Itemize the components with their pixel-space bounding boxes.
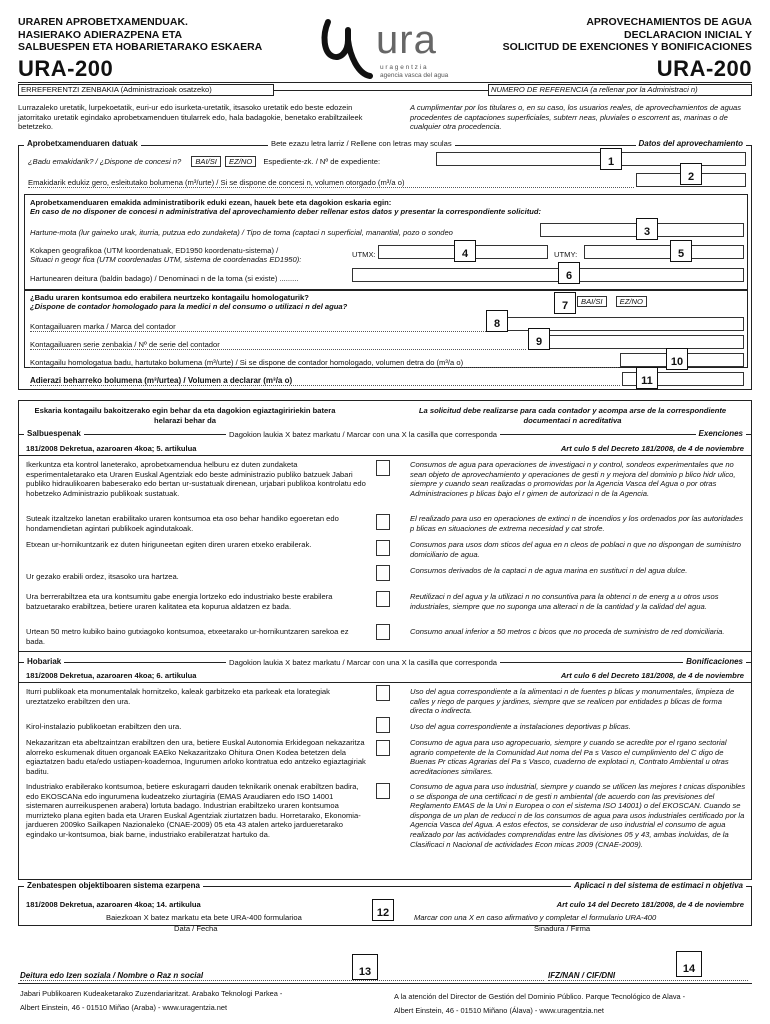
field-marker: 7: [554, 292, 576, 314]
exemption-text-eu: Urtean 50 metro kubiko baino gutxiagoko kontsumoa, etxeetarako ur-hornikuntzaren sarekoa ez bada.: [26, 627, 349, 646]
concession-no[interactable]: EZ/NO: [225, 156, 256, 167]
header-right: [452, 16, 752, 54]
form-code-right: URA-200: [656, 56, 752, 81]
estimation-note-es: Marcar con una X en caso afirmativo y completar el formulario URA-400: [414, 913, 657, 922]
exemption-text-es: Consumos de agua para operaciones de investigaci n y control, sondeos experimentales que no sean objeto de aprovechamiento y operaciones de gesti n y mejora del dominio p blico hidr ulico, siempre y cuando sean realizadas o promovidas por la Agencia Vasca del Agua o por otras Administraciones p blicas bajo el r gimen de autorizaci n de la Agencia.: [410, 460, 736, 498]
estimation-decree-es: Art culo 14 del Decreto 181/2008, de 4 de noviembre: [556, 900, 744, 909]
exemption-text-es: Consumos para usos dom sticos del agua en n cleos de poblaci n que no dispongan de suministro domiciliario de agua.: [410, 540, 741, 559]
exemptions-mark-note: Dagokion laukia X batez markatu / Marcar con una X la casilla que corresponda: [226, 430, 500, 439]
section-title-eu: Aprobetxamenduaren datuak: [24, 139, 141, 148]
header-left-line: URAREN APROBETXAMENDUAK.: [18, 16, 188, 28]
bonifications-title-eu: Hobariak: [24, 657, 64, 666]
reference-label-eu: ERREFERENTZI ZENBAKIA (Administrazioak osatzeko): [21, 85, 212, 94]
exemption-text-es: Consumo anual inferior a 50 metros c bicos que no proceda de suministro de red domiciliaria.: [410, 627, 725, 636]
section-title-es: Datos del aprovechamiento: [636, 139, 746, 148]
granted-volume-label: Emakidarik edukiz gero, esleitutako bolumena (m³/urte) / Si se dispone de concesi n, volumen otorgado (m³/a o): [28, 178, 405, 187]
bonification-text-eu: Kirol-instalazio publikoetan erabiltzen den ura.: [26, 722, 182, 731]
bonification-text-es: Consumo de agua para uso agropecuario, siempre y cuando se acredite por el rgano sectorial agrario competente de la Comunidad Aut noma del Pa s Vasco el cumplimiento del C digo de Buenas Pr cticas Agrarias del Pa s Vasco, cuaderno de explotaci n, Contrato Ambiental u otras acreditaciones similares.: [410, 738, 729, 776]
name-label: Deitura edo Izen soziala / Nombre o Raz n social: [20, 971, 204, 980]
exemptions-decree-es: Art culo 5 del Decreto 181/2008, de 4 de noviembre: [560, 444, 744, 453]
exemption-checkbox[interactable]: [376, 540, 390, 556]
ura-logo-mark: [318, 16, 378, 80]
concession-yes[interactable]: BAI/SI: [191, 156, 221, 167]
header-right-line: DECLARACION INICIAL Y: [624, 28, 752, 41]
intake-name-field[interactable]: [352, 268, 744, 282]
field-marker: 12: [372, 899, 394, 921]
bonifications-mark-note: Dagokion laukia X batez markatu / Marcar con una X la casilla que corresponda: [226, 658, 500, 667]
estimation-decree-eu: 181/2008 Dekretua, azaroaren 4koa; 14. artikulua: [26, 900, 201, 909]
field-marker: 3: [636, 218, 658, 240]
bonification-text-eu: Nekazaritzan eta abeltzaintzan erabiltzen den ura, betiere Euskal Autonomia Erkidegoan nekazaritza alorreko eskumenak dituen organoak EAEko Nekazaritzako Ohitura Onen Kodea betetzen dela egiaztatzen badu eta/edo ustiapen-koadernoa, Ingurumen arloko kontratua edo antzeko egiaztagiriak baditu.: [26, 738, 366, 776]
utmy-label: UTMY:: [554, 250, 578, 259]
reference-field-es[interactable]: [488, 84, 752, 96]
header-left-line: SALBUESPEN ETA HOBARIETARAKO ESKAERA: [18, 41, 263, 53]
date-label: Data / Fecha: [174, 924, 218, 933]
exemption-checkbox[interactable]: [376, 565, 390, 581]
no-concession-eu: Aprobetxamenduaren emakida administratiborik eduki ezean, hauek bete eta dagokion eskaria egin:: [30, 198, 392, 207]
bonifications-decree-eu: 181/2008 Dekretua, azaroaren 4koa; 6. artikulua: [26, 671, 197, 680]
request-header-eu: Eskaria kontagailu bakoitzerako egin behar da eta dagokion egiaztagiririekin batera helarazi behar da: [34, 406, 336, 425]
field-marker: 10: [666, 348, 688, 370]
bonification-text-eu: Industriako erabilerako kontsumoa, betiere eskuragarri dauden teknikarik onenak erabiltzen badira, edo EKOSCANa edo ingurumena kudeatzeko ziurtagiria (EMAS Araudiaren edo ISO 14001 sistemaren aurreikuspenen arabera) lortuta badago. Industrian erabiltzeko uraren kontsumoa murrizteko plana egiten bada eta Uraren Euskal Agentziak ziurtatzen badu. Horretarako, Ekonomia-jardueren 2009ko Sailkapen Nazionaleko (CNAE-2009) 05 eta 43 atalen arteko jardueretarako egindako ur-kontsumoa, biak barne, industriako erabileratzat hartuko da.: [26, 782, 361, 839]
bonification-text-es: Consumo de agua para uso industrial, siempre y cuando se utilicen las mejores t cnicas disponibles o se disponga de una certificaci n de gesti n ambiental (de acuerdo con las previsiones del Reglamento EMAS de la Uni n Europea o con el sistema ISO 14001) o del EKOSCAN. Cuando se disponga de un plan de reducci n de los consumos de agua para usos industriales certificado por la Agencia Vasca del Agua. A estos efectos, se considerar de uso industrial el consumo de agua realizado por las actividades comprendidas entre las divisiones 05 y 43, ambas incluidas, de la Clasificaci n Nacional de actividades Econ micas 2009 (CNAE-2009).: [410, 782, 746, 849]
exemption-checkbox[interactable]: [376, 514, 390, 530]
exemption-text-es: El realizado para uso en operaciones de extinci n de incendios y los ordenados por las autoridades p blicas en situaciones de extrema necesidad y cat strofe.: [410, 514, 744, 533]
logo-text: ura: [376, 18, 437, 62]
header-left-line: HASIERAKO ADIERAZPENA ETA: [18, 28, 183, 41]
header-right-line: SOLICITUD DE EXENCIONES Y BONIFICACIONES: [502, 41, 752, 53]
exemption-text-es: Reutilizaci n del agua y la utilizaci n no consuntiva para la obtenci n de energ a u otros usos industriales, siempre que no suponga una alteraci n de la cantidad y la calidad del agua.: [410, 592, 719, 611]
intro-es: A cumplimentar por los titulares o, en su caso, los usuarios reales, de aprovechamientos de aguas procedentes de captaciones superficiales, subterr neas, pluviales o escorrent as, marinas o de cualquier otra procedencia.: [410, 103, 742, 132]
header-right-line: APROVECHAMIENTOS DE AGUA: [586, 16, 752, 28]
exemption-text-eu: Ikerkuntza eta kontrol laneterako, aprobetxamendua helburu ez duten zundaketa esperimentaletarako eta Uraren Euskal Agentziak edo beste administrazio publiko batzuek Jabari publiko hidraulikoaren babeserako edo bertan ur-sustatuak direnean, urjabari publikoa kontrolatu edo hobetzeko Administrazio publikoak sustatuak.: [26, 460, 366, 498]
bonification-text-es: Uso del agua correspondiente a la alimentaci n de fuentes p blicas y monumentales, limpieza de calles y riego de parques y jardines, siempre que se realicen por entidades p blicas de forma directa o indirecta.: [410, 687, 735, 716]
meter-brand-row: [30, 322, 490, 332]
coordinates-es: Situaci n geogr fica (UTM coordenadas UTM, sistema de coordenadas ED1950):: [30, 255, 302, 264]
header-left: [18, 16, 308, 54]
name-row: [20, 971, 544, 981]
bonification-checkbox[interactable]: [376, 685, 390, 701]
concession-label: ¿Badu emakidarik? / ¿Dispone de concesi n?: [28, 157, 182, 166]
exemption-text-eu: Ura berrerabiltzea eta ura kontsumitu gabe energia lortzeko edo industriako beste erabilera batzuetarako erabiltzea, betiere uraren kalitatea eta kopurua aldatzen ez bada.: [26, 592, 333, 611]
bonification-checkbox[interactable]: [376, 717, 390, 733]
granted-volume-row: [28, 178, 634, 188]
exemptions-title-eu: Salbuespenak: [24, 429, 84, 438]
field-marker: 5: [670, 240, 692, 262]
intro-eu: Lurrazaleko uretatik, lurpekoetatik, euri-ur edo isurketa-uretatik, itsasoko uretatik edo beste edozein jatorritako uretatik egindako aprobetxamenduen titularrek edo, hala badagokie, benetako erabiltzaileek betetzeko.: [18, 103, 363, 132]
reference-field-eu[interactable]: [18, 84, 274, 96]
meter-volume-label: Kontagailu homologatua badu, hartutako bolumena (m³/urte) / Si se dispone de contador homologado, volumen detra do (m³/a o): [30, 358, 464, 367]
intake-name-label: Hartunearen deitura (baldin badago) / Denominaci n de la toma (si existe) .........: [30, 274, 299, 283]
field-marker: 2: [680, 163, 702, 185]
exemptions-title-es: Exenciones: [696, 429, 746, 438]
footer-right-line: A la atención del Director de Gestión del Dominio Público. Parque Tecnológico de Alava -: [394, 992, 686, 1001]
signature-label: Sinadura / Firma: [534, 924, 591, 933]
meter-question-eu: ¿Badu uraren kontsumoa edo erabilera neurtzeko kontagailu homologaturik?: [30, 293, 309, 302]
estimation-title-eu: Zenbatespen objektiboaren sistema ezarpena: [24, 881, 203, 890]
bonifications-title-es: Bonificaciones: [683, 657, 746, 666]
utmx-label: UTMX:: [352, 250, 376, 259]
coordinates-eu: Kokapen geografikoa (UTM koordenatuak, ED1950 koordenatu-sistema) /: [30, 246, 279, 255]
bonification-checkbox[interactable]: [376, 783, 390, 799]
exemption-checkbox[interactable]: [376, 591, 390, 607]
field-marker: 1: [600, 148, 622, 170]
bonification-checkbox[interactable]: [376, 740, 390, 756]
exemption-text-es: Consumos derivados de la captaci n de agua marina en sustituci n del agua dulce.: [410, 566, 688, 575]
field-marker: 13: [352, 954, 378, 980]
id-label: IFZ/NAN / CIF/DNI: [548, 971, 616, 980]
no-concession-es: En caso de no disponer de concesi n administrativa del aprovechamiento deber rellenar estos datos y presentar la correspondiente solicitud:: [30, 207, 542, 216]
declared-volume-label: Adierazi beharreko bolumena (m³/urtea) / Volumen a declarar (m³/a o): [30, 376, 293, 385]
meter-answer: [576, 296, 648, 307]
meter-serial-row: [30, 340, 526, 350]
meter-serial-field[interactable]: [528, 335, 744, 349]
estimation-title-es: Aplicaci n del sistema de estimaci n objetiva: [571, 881, 746, 890]
field-marker: 14: [676, 951, 702, 977]
ura-logo: [318, 16, 468, 82]
id-row: [548, 971, 748, 981]
footer-left-line: Jabari Publikoaren Kudeaketarako Zuzendariaritzat. Arabako Teknologi Parkea -: [20, 989, 283, 998]
utmy-field[interactable]: [584, 245, 744, 259]
exemption-text-eu: Etxean ur-hornikuntzarik ez duten hiriguneetan egiten diren uraren etxeko erabilerak.: [26, 540, 312, 549]
source-type-label: Hartune-mota (lur gaineko urak, iturria, putzua edo zundaketa) / Tipo de toma (captaci n superficial, manantial, pozo o sondeo: [30, 228, 453, 237]
exemption-checkbox[interactable]: [376, 460, 390, 476]
footer-left-line: Albert Einstein, 46 - 01510 Miñao (Araba) - www.uragentzia.net: [20, 1003, 228, 1012]
bonification-text-eu: Iturri publikoak eta monumentalak hornitzeko, kaleak garbitzeko eta parkeak eta lorategiak ureztatzeko erabiltzen den ura.: [26, 687, 330, 706]
bonification-text-es: Uso del agua correspondiente a instalaciones deportivas p blicas.: [410, 722, 631, 731]
field-marker: 9: [528, 328, 550, 350]
meter-question-es: ¿Dispone de contador homologado para la medici n del consumo o utilizaci n del agua?: [30, 302, 348, 311]
estimation-note-eu: Baiezkoan X batez markatu eta bete URA-400 formularioa: [106, 913, 302, 922]
logo-subtitle: agencia vasca del agua: [380, 72, 449, 79]
meter-yes[interactable]: BAI/SI: [577, 296, 607, 307]
exemption-text-eu: Ur gezako erabili ordez, itsasoko ura hartzea.: [26, 572, 179, 581]
file-number-label: Espediente-zk. / Nº de expediente:: [263, 157, 381, 166]
meter-no[interactable]: EZ/NO: [616, 296, 647, 307]
field-marker: 4: [454, 240, 476, 262]
field-marker: 11: [636, 367, 658, 389]
bonifications-decree-es: Art culo 6 del Decreto 181/2008, de 4 de noviembre: [560, 671, 744, 680]
fill-note: Bete ezazu letra larriz / Rellene con letras may sculas: [268, 139, 455, 148]
field-marker: 6: [558, 262, 580, 284]
meter-volume-row: [30, 358, 618, 368]
field-marker: 8: [486, 310, 508, 332]
exemption-checkbox[interactable]: [376, 624, 390, 640]
logo-subtitle: u r a g e n t z i a: [380, 64, 427, 71]
meter-brand-label: Kontagailuaren marka / Marca del contador: [30, 322, 176, 331]
request-header-es: La solicitud debe realizarse para cada contador y acompa arse de la correspondiente documentaci n acreditativa: [418, 406, 727, 425]
declared-volume-row: [30, 376, 620, 386]
concession-question: [28, 156, 380, 167]
form-code-left: URA-200: [18, 56, 114, 81]
exemption-text-eu: Suteak itzaltzeko lanetan erabilitako uraren kontsumoa eta oso behar handiko egoeretan edo hondamendietan agintari publikoek agindutakoak.: [26, 514, 339, 533]
footer-right-line: Albert Einstein, 46 - 01510 Miñano (Álava) - www.uragentzia.net: [394, 1006, 604, 1015]
meter-serial-label: Kontagailuaren serie zenbakia / Nº de serie del contador: [30, 340, 220, 349]
exemptions-decree-eu: 181/2008 Dekretua, azaroaren 4koa; 5. artikulua: [26, 444, 197, 453]
reference-label-es: NUMERO DE REFERENCIA (a rellenar por la Administraci n): [491, 85, 698, 94]
